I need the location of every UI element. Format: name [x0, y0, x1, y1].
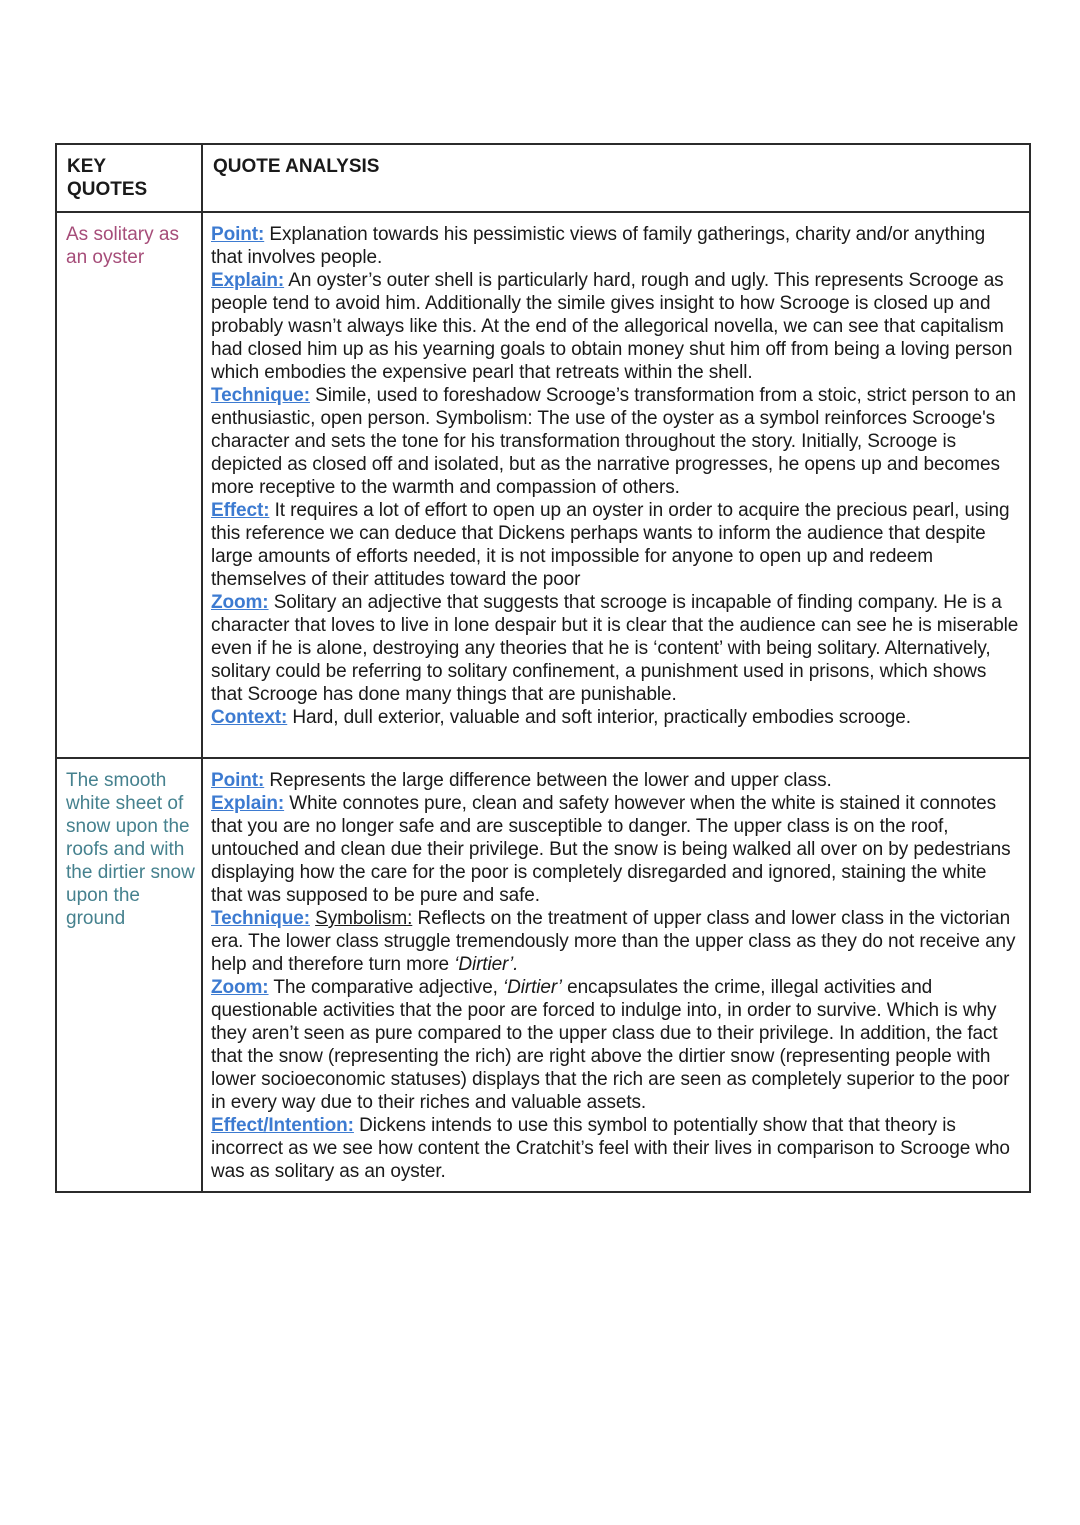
technique-quote: ‘Dirtier’. — [454, 954, 519, 975]
point-label: Point: — [211, 770, 265, 791]
analysis-oyster — [203, 213, 1029, 737]
analysis-technique — [211, 384, 1021, 499]
effect-label: Effect/Intention: — [211, 1115, 354, 1136]
analysis-context — [211, 706, 1021, 729]
explain-text: An oyster’s outer shell is particularly hard, rough and ugly. This represents Scrooge as people tend to avoid him. Additionally the simile gives insight to how Scrooge is closed up and probably wasn’t always like this. At the end of the allegorical novella, we can see that capitalism had closed him up as his yearning goals to obtain money shut him off from being a loving person which embodies the expensive pearl that retreats within the shell. — [211, 270, 1013, 383]
key-quote-snow: The smooth white sheet of snow upon the roofs and with the dirtier snow upon the ground — [66, 770, 195, 929]
zoom-pre: The comparative adjective, — [268, 977, 504, 998]
technique-label: Technique: — [211, 385, 310, 406]
effect-text: Dickens intends to use this symbol to potentially show that that theory is incorrect as we see how content the Cratchit’s feel with their lives in comparison to Scrooge who was as solitary as an oyster. — [211, 1115, 1010, 1182]
quote-analysis-table — [55, 143, 1031, 1193]
effect-label: Effect: — [211, 500, 270, 521]
table-row — [56, 758, 1030, 1192]
zoom-text: Solitary an adjective that suggests that scrooge is incapable of finding company. He is a character that loves to live in lone despair but it is clear that the audience can see he is miserable even if he is alone, destroying any theories that he is ‘content’ with being solitary. Alternatively, solitary could be referring to solitary confinement, a punishment used in prisons, which shows that Scrooge has done many things that are punishable. — [211, 592, 1019, 705]
analysis-zoom — [211, 591, 1021, 706]
header-cell-key-quotes — [56, 144, 202, 212]
point-text: Represents the large difference between the lower and upper class. — [264, 770, 832, 791]
zoom-quote: ‘Dirtier’ — [503, 977, 562, 998]
table-row — [56, 212, 1030, 758]
analysis-explain — [211, 269, 1021, 384]
point-label: Point: — [211, 224, 265, 245]
zoom-text: encapsulates the crime, illegal activities and questionable activities that the poor are forced to indulge into, in order to survive. Which is why they aren’t seen as pure compared to the upper class due to their privilege. In addition, the fact that the snow (representing the rich) are right above the dirtier snow (representing people with lower socioeconomic statuses) displays that the rich are seen as completely superior to the poor in every way due to their riches and valuable assets. — [211, 977, 1010, 1113]
analysis-point — [211, 769, 1021, 792]
technique-label: Technique: — [211, 908, 310, 929]
explain-label: Explain: — [211, 793, 285, 814]
point-text: Explanation towards his pessimistic views of family gatherings, charity and/or anything that involves people. — [211, 224, 986, 268]
explain-text: White connotes pure, clean and safety however when the white is stained it connotes that you are no longer safe and are susceptible to danger. The upper class is on the roof, untouched and clean due their privilege. But the snow is being walked all over on by pedestrians displaying how the care for the poor is completely disregarded and ignored, staining the white that was supposed to be pure and safe. — [211, 793, 1011, 906]
key-quote-cell — [56, 212, 202, 758]
header-cell-quote-analysis — [202, 144, 1030, 212]
header-key-quotes: KEY QUOTES — [67, 156, 148, 200]
zoom-label: Zoom: — [211, 977, 269, 998]
analysis-effect — [211, 499, 1021, 591]
technique-sublabel: Symbolism: — [315, 908, 413, 929]
zoom-label: Zoom: — [211, 592, 269, 613]
analysis-technique — [211, 907, 1021, 976]
technique-text: Reflects on the treatment of upper class and lower class in the victorian era. The lower class struggle tremendously more than the upper class as they do not receive any help and therefore turn more — [211, 908, 1016, 975]
analysis-point — [211, 223, 1021, 269]
table-header-row — [56, 144, 1030, 212]
analysis-effect — [211, 1114, 1021, 1183]
key-quote-cell — [56, 758, 202, 1192]
explain-label: Explain: — [211, 270, 285, 291]
header-quote-analysis: QUOTE ANALYSIS — [213, 156, 380, 177]
analysis-zoom — [211, 976, 1021, 1114]
analysis-cell — [202, 212, 1030, 758]
context-text: Hard, dull exterior, valuable and soft interior, practically embodies scrooge. — [287, 707, 911, 728]
analysis-explain — [211, 792, 1021, 907]
technique-text: Simile, used to foreshadow Scrooge’s transformation from a stoic, strict person to an enthusiastic, open person. Symbolism: The use of the oyster as a symbol reinforces Scrooge's character and sets the tone for his transformation throughout the story. Initially, Scrooge is depicted as closed off and isolated, but as the narrative progresses, he opens up and becomes more receptive to the warmth and compassion of others. — [211, 385, 1016, 498]
effect-text: It requires a lot of effort to open up an oyster in order to acquire the precious pearl, using this reference we can deduce that Dickens perhaps wants to inform the audience that despite large amounts of efforts needed, it is not impossible for anyone to open up and redeem themselves of their attitudes toward the poor — [211, 500, 1010, 590]
context-label: Context: — [211, 707, 288, 728]
analysis-cell — [202, 758, 1030, 1192]
analysis-snow — [203, 759, 1029, 1191]
key-quote-oyster: As solitary as an oyster — [66, 224, 179, 268]
